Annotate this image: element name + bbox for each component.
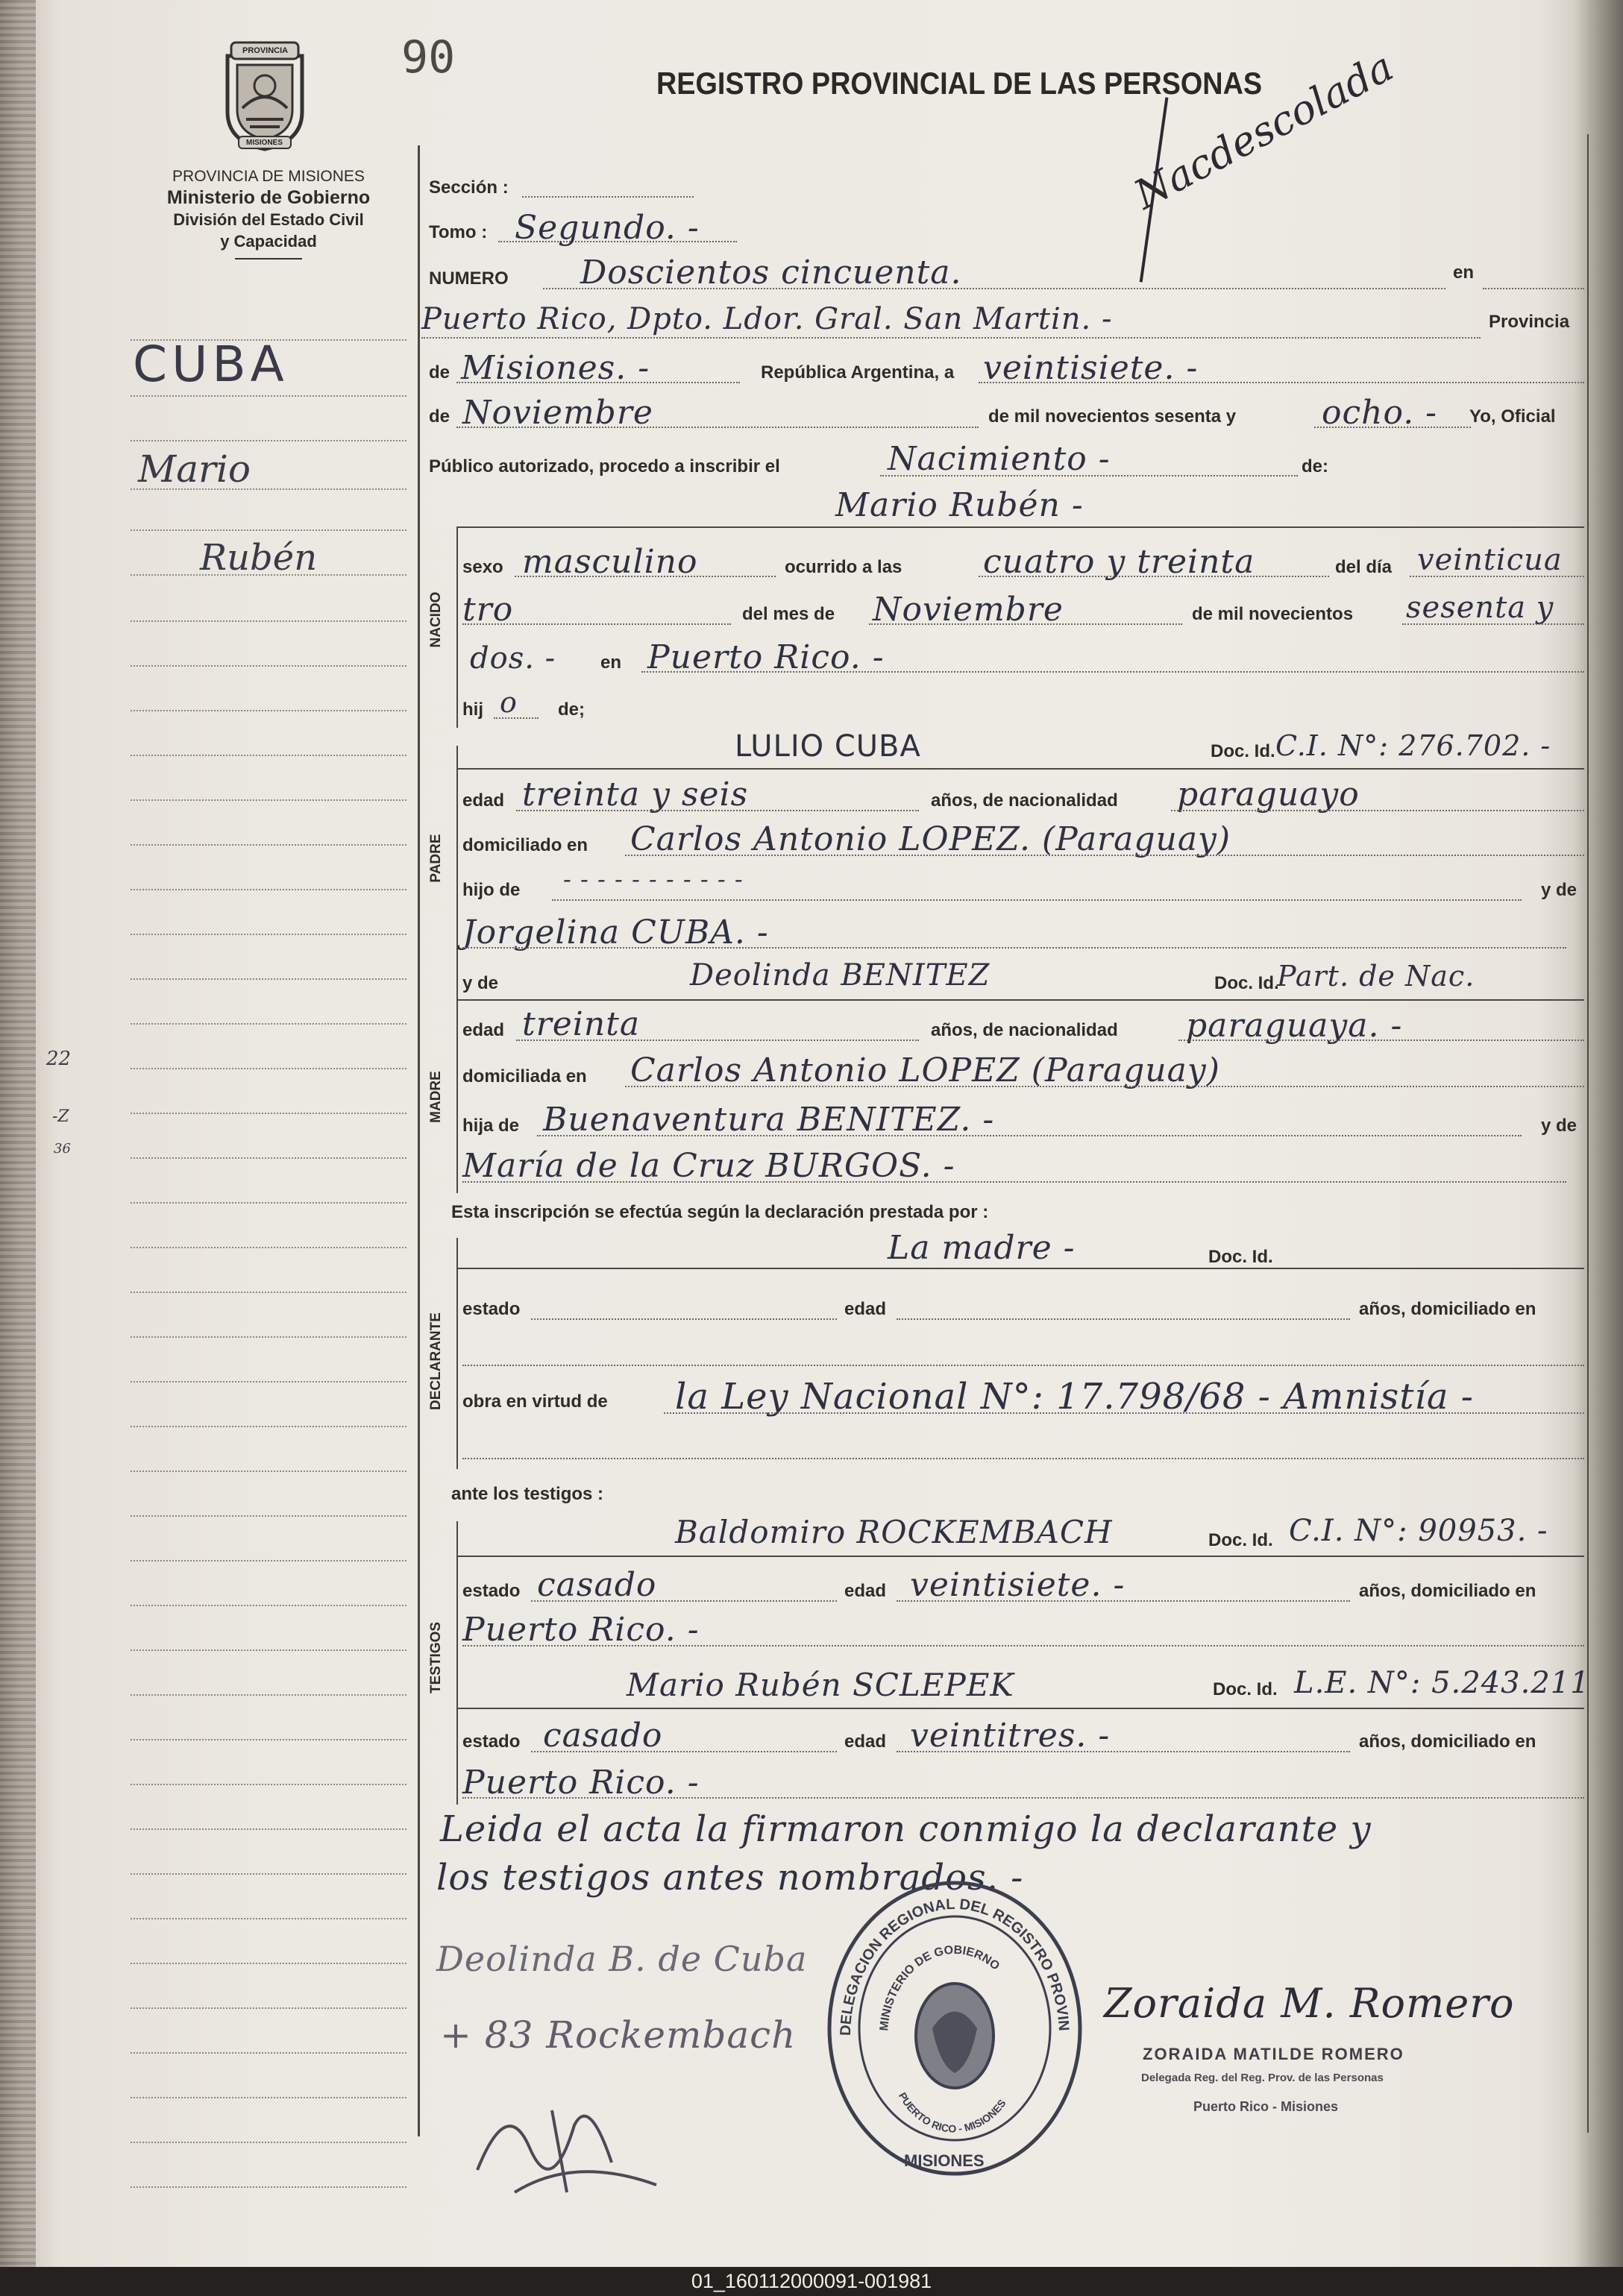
seccion-label: Sección :: [429, 177, 509, 198]
provincia-label: Provincia: [1489, 312, 1570, 332]
month-field: [456, 427, 979, 428]
ante-testigos-label: ante los testigos :: [451, 1484, 604, 1504]
mother-edad-label: edad: [462, 1020, 505, 1040]
ministry-name: Ministerio de Gobierno: [166, 187, 371, 208]
sex-field: [515, 576, 776, 577]
declarante-section-label: DECLARANTE: [428, 1312, 444, 1410]
witness-2-age: veintitres. -: [910, 1717, 1111, 1755]
en-field: [1483, 288, 1584, 289]
de-month-label: de: [429, 406, 451, 427]
province-crest: [216, 41, 313, 153]
father-domicile-field: [625, 855, 1584, 856]
witness-2-edad-label: edad: [844, 1732, 887, 1752]
birth-day-value-1: veinticua: [1417, 543, 1563, 577]
de-colon-label: de:: [1302, 456, 1328, 477]
witness-2-edad-field: [897, 1751, 1350, 1752]
act-type-value: Nacimiento -: [888, 440, 1111, 478]
tomo-label: Tomo :: [429, 222, 488, 242]
sexo-label: sexo: [462, 557, 503, 577]
yo-oficial-label: Yo, Oficial: [1469, 406, 1556, 427]
declarant-name-value: La madre -: [888, 1229, 1076, 1267]
year-field: [1314, 427, 1471, 428]
mother-y-de-label-2: y de: [1541, 1116, 1578, 1136]
de-mil-label: de mil novecientos sesenta y: [988, 406, 1237, 427]
declarant-domicile-field: [462, 1365, 1584, 1366]
closing-line-1: Leida el acta la firmaron conmigo la declarante y: [440, 1808, 1372, 1850]
page-number: 90: [401, 31, 456, 84]
official-name: ZORAIDA MATILDE ROMERO: [1143, 2045, 1404, 2063]
father-parent-2-value: Jorgelina CUBA. -: [462, 913, 769, 952]
closing-line-2: los testigos antes nombrados. -: [436, 1857, 1024, 1899]
margin-first-name: Mario: [138, 447, 251, 491]
padre-section-label: PADRE: [428, 834, 444, 883]
virtue-field: [664, 1412, 1584, 1414]
witness-2-anos-label: años, domiciliado en: [1359, 1732, 1536, 1752]
image-code-bar: [0, 2267, 1623, 2296]
father-parent-1-field: [552, 899, 1522, 901]
birth-day-value-2: tro: [462, 591, 514, 629]
header-divider: [235, 258, 302, 260]
father-doc-label: Doc. Id.: [1211, 741, 1275, 761]
madre-left-border: [456, 969, 458, 1193]
month-value: Noviembre: [462, 394, 653, 432]
de-mil-2-label: de mil novecientos: [1192, 604, 1354, 624]
child-name-value: Mario Rubén -: [835, 486, 1084, 524]
father-age-field: [516, 810, 919, 811]
birth-place-value: Puerto Rico. -: [647, 638, 885, 676]
madre-top-line: [456, 999, 1584, 1001]
declarante-left-border: [456, 1238, 458, 1469]
en-label: en: [1453, 262, 1475, 283]
hij-suffix-value: o: [500, 686, 518, 719]
witness-1-doc: C.I. N°: 90953. -: [1289, 1514, 1548, 1548]
official-signature: Zoraida M. Romero: [1104, 1980, 1515, 2027]
mother-name-value: Deolinda BENITEZ: [690, 958, 991, 993]
padre-top-line: [456, 768, 1584, 770]
father-doc-value: C.I. N°: 276.702. -: [1275, 729, 1551, 762]
official-seal: [820, 1864, 1089, 2177]
province-name: PROVINCIA DE MISIONES: [172, 168, 365, 185]
mother-domicile-label: domiciliada en: [462, 1066, 587, 1086]
mother-domicile-field: [625, 1086, 1584, 1087]
mother-parent-2-field: [462, 1181, 1566, 1183]
crest-text-bottom: MISIONES: [246, 139, 283, 147]
margin-mark-2: -Z: [52, 1107, 69, 1126]
mother-parent-2-value: María de la Cruz BURGOS. -: [462, 1147, 955, 1185]
margin-mark-1: 22: [46, 1048, 72, 1070]
birth-day-field: [1410, 576, 1584, 577]
father-nationality-field: [1171, 810, 1584, 811]
birth-year-value-1: sesenta y: [1406, 591, 1554, 625]
birth-place-field: [641, 671, 1584, 673]
del-mes-label: del mes de: [742, 604, 835, 624]
witness-1-domicile: Puerto Rico. -: [462, 1611, 700, 1649]
nacido-section-label: NACIDO: [428, 591, 444, 648]
main-left-border: [418, 145, 420, 2136]
official-title: Delegada Reg. del Reg. Prov. de las Personas: [1141, 2072, 1384, 2084]
father-parent-1-value: - - - - - - - - - - -: [563, 865, 744, 893]
mother-age-value: treinta: [522, 1005, 641, 1043]
seccion-field: [522, 196, 694, 198]
seal-inner-text: MINISTERIO DE GOBIERNO: [878, 1943, 1002, 2032]
declarant-estado-label: estado: [462, 1299, 521, 1319]
province-value: Misiones. -: [461, 349, 650, 387]
mother-parent-1-value: Buenaventura BENITEZ. -: [543, 1101, 995, 1139]
document-title: REGISTRO PROVINCIAL DE LAS PERSONAS: [656, 66, 1263, 101]
numero-value: Doscientos cincuenta.: [580, 254, 962, 292]
mother-age-field: [516, 1040, 919, 1041]
image-code: 01_160112000091-001981: [691, 2270, 932, 2292]
father-name-value: LULIO CUBA: [735, 729, 921, 764]
father-nationality-value: paraguayo: [1177, 776, 1360, 814]
father-domicile-label: domiciliado en: [462, 835, 588, 855]
witness-2-doc-label: Doc. Id.: [1213, 1679, 1278, 1699]
time-value: cuatro y treinta: [983, 543, 1255, 581]
witness-1-domicile-field: [462, 1645, 1584, 1646]
seal-base-text: MISIONES: [904, 2151, 985, 2170]
day-value: veintisiete. -: [983, 349, 1199, 387]
birth-month-value: Noviembre: [873, 591, 1064, 629]
declarant-edad-label: edad: [844, 1299, 887, 1319]
en-birth-label: en: [600, 652, 622, 673]
sex-value: masculino: [522, 543, 698, 581]
birth-day-field-2: [462, 623, 731, 625]
declarante-top-line: [456, 1268, 1584, 1269]
esta-inscripcion-label: Esta inscripción se efectúa según la declaración prestada por :: [451, 1202, 989, 1222]
margin-second-name: Rubén: [200, 537, 318, 579]
mother-parent-1-field: [537, 1135, 1522, 1136]
witness-1-name: Baldomiro ROCKEMBACH: [675, 1514, 1113, 1550]
father-edad-label: edad: [462, 790, 505, 811]
margin-mark-3: 36: [54, 1141, 71, 1157]
hij-de-label: de;: [558, 699, 585, 720]
witness-2-estado-field: [531, 1751, 837, 1752]
mother-nationality-field: [1178, 1040, 1584, 1041]
witness-1-anos-label: años, domiciliado en: [1359, 1581, 1536, 1601]
year-value: ocho. -: [1322, 394, 1438, 432]
father-hijo-de-label: hijo de: [462, 880, 521, 900]
province-field: [456, 382, 740, 383]
nacido-top-line: [456, 526, 1584, 528]
father-domicile-value: Carlos Antonio LOPEZ. (Paraguay): [630, 820, 1231, 858]
witness-1-state: casado: [537, 1566, 657, 1604]
stamp-annotation: Nacdescolada: [1126, 43, 1401, 219]
witness-1-signature: + 83 Rockembach: [440, 2013, 797, 2057]
virtue-field-2: [462, 1458, 1584, 1459]
witness-1-estado-field: [531, 1600, 837, 1602]
hij-field: [494, 717, 539, 719]
father-age-value: treinta y seis: [522, 776, 749, 814]
witness-2-signature-scribble: [462, 2080, 686, 2200]
tomo-value: Segundo. -: [515, 209, 700, 247]
witness-2-top-line: [456, 1708, 1584, 1709]
obra-virtud-label: obra en virtud de: [462, 1391, 608, 1412]
declarant-doc-label: Doc. Id.: [1208, 1247, 1273, 1267]
witness-2-doc: L.E. N°: 5.243.211: [1294, 1666, 1590, 1700]
margin-surname: CUBA: [133, 336, 289, 393]
main-right-border: [1587, 134, 1589, 2133]
witness-2-name: Mario Rubén SCLEPEK: [627, 1667, 1014, 1703]
declarant-edad-field: [897, 1318, 1350, 1320]
del-dia-label: del día: [1335, 557, 1393, 577]
book-binding: [0, 0, 36, 2267]
place-field: [421, 337, 1481, 339]
witness-1-estado-label: estado: [462, 1581, 521, 1601]
declarant-signature: Deolinda B. de Cuba: [436, 1939, 808, 1979]
virtue-value: la Ley Nacional N°: 17.798/68 - Amnistía -: [675, 1376, 1474, 1418]
ocurrido-label: ocurrido a las: [785, 557, 902, 577]
publico-label: Público autorizado, procedo a inscribir el: [429, 456, 780, 477]
seal-outer-text: DELEGACION REGIONAL DEL REGISTRO PROVIN: [837, 1896, 1073, 2036]
birth-year-field: [1402, 623, 1584, 625]
day-field: [979, 382, 1584, 383]
mother-nationality-value: paraguaya. -: [1186, 1007, 1403, 1045]
mother-y-de-label: y de: [462, 973, 499, 993]
birth-year-value-2: dos. -: [470, 641, 556, 676]
act-type-field: [880, 475, 1298, 477]
time-field: [979, 576, 1329, 577]
father-y-de-label: y de: [1541, 880, 1578, 900]
testigos-left-border: [456, 1521, 458, 1805]
capacity-line: y Capacidad: [220, 232, 317, 251]
witness-2-estado-label: estado: [462, 1732, 521, 1752]
mother-domicile-value: Carlos Antonio LOPEZ (Paraguay): [630, 1051, 1220, 1089]
witness-1-doc-label: Doc. Id.: [1208, 1530, 1273, 1550]
de-province-label: de: [429, 362, 451, 383]
testigos-top-line: [456, 1556, 1584, 1557]
mother-nat-label: años, de nacionalidad: [931, 1020, 1118, 1040]
witness-2-domicile-field: [462, 1797, 1584, 1799]
witness-2-state: casado: [543, 1717, 663, 1755]
official-place: Puerto Rico - Misiones: [1193, 2099, 1339, 2114]
place-value: Puerto Rico, Dpto. Ldor. Gral. San Martin. -: [421, 302, 1113, 336]
witness-1-age: veintisiete. -: [910, 1566, 1126, 1604]
witness-1-edad-field: [897, 1600, 1350, 1602]
mother-hija-de-label: hija de: [462, 1116, 520, 1136]
declarant-anos-label: años, domiciliado en: [1359, 1299, 1536, 1319]
witness-1-edad-label: edad: [844, 1581, 887, 1601]
witness-2-domicile: Puerto Rico. -: [462, 1764, 700, 1802]
nacido-left-border: [456, 526, 458, 728]
birth-month-field: [869, 623, 1182, 625]
mother-doc-label: Doc. Id.: [1214, 973, 1279, 993]
madre-section-label: MADRE: [428, 1071, 444, 1123]
testigos-section-label: TESTIGOS: [428, 1621, 444, 1693]
division-name: División del Estado Civil: [173, 210, 364, 229]
numero-label: NUMERO: [429, 268, 509, 289]
hij-label: hij: [462, 699, 483, 720]
republica-label: República Argentina, a: [761, 362, 955, 383]
padre-left-border: [456, 746, 458, 969]
father-parent-2-field: [462, 947, 1566, 949]
mother-doc-value: Part. de Nac.: [1277, 960, 1475, 993]
declarant-estado-field: [531, 1318, 837, 1320]
crest-text-top: PROVINCIA: [242, 46, 289, 55]
seal-bottom-text: PUERTO RICO - MISIONES: [896, 2090, 1008, 2135]
father-nat-label: años, de nacionalidad: [931, 790, 1118, 811]
issuer-block: [127, 166, 410, 260]
